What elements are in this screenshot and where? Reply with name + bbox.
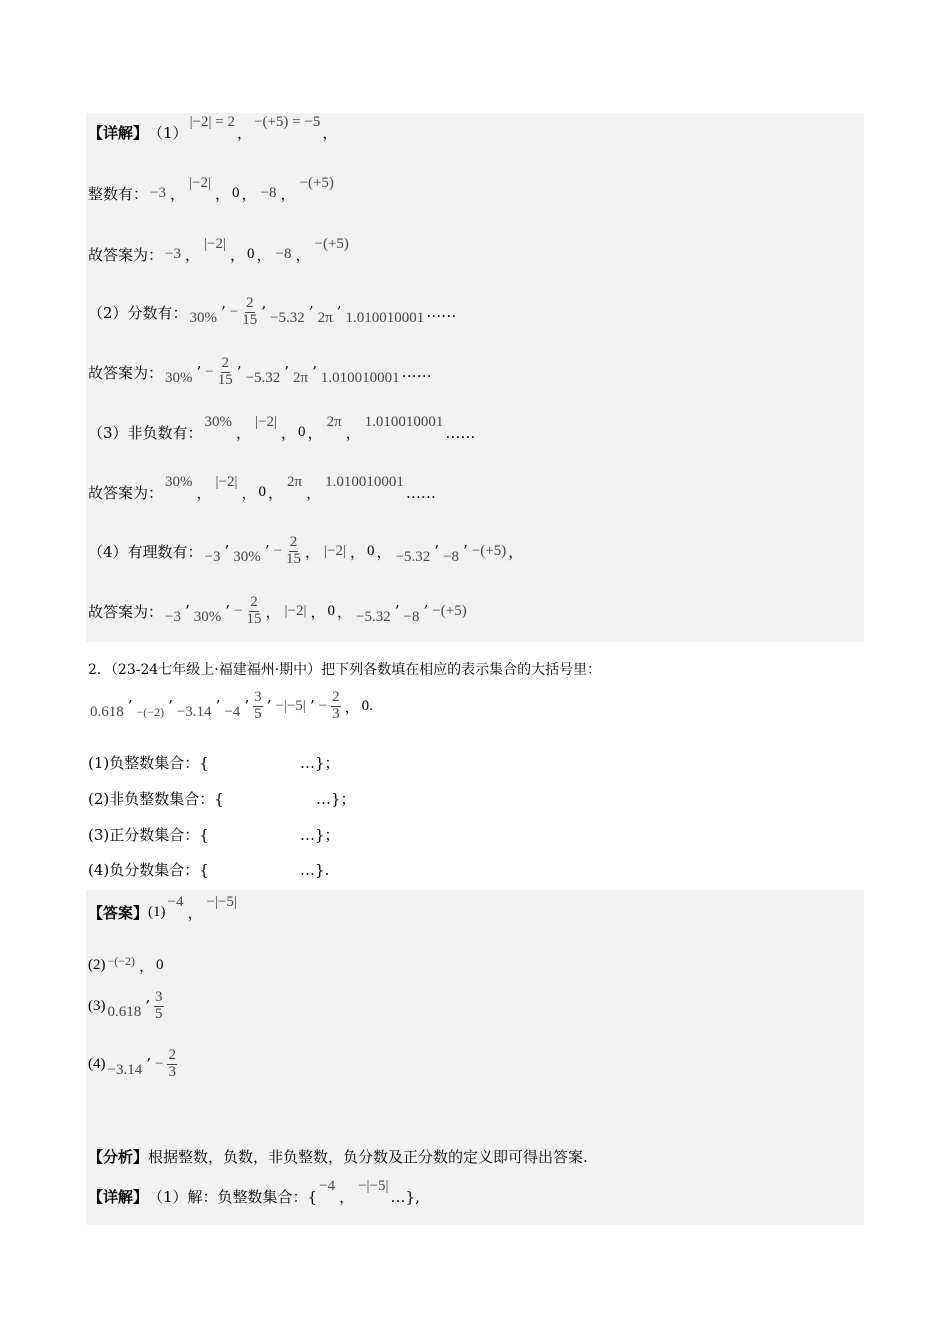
set-label: (4)负分数集合：{ (88, 861, 209, 879)
math-item: |−2| (255, 414, 278, 430)
detail-line-6: （3）非负数有： 30% ， |−2| ， 0 ， 2π ， 1.010010001 …… (88, 414, 476, 442)
detail-line-7: 故答案为： 30% ， |−2| ， 0 ， 2π ， 1.010010001 …… (88, 474, 436, 502)
math-item: 0 (231, 185, 240, 201)
answer-line-3: (3) 0.618 ’ $\frac{3}{5}$ (88, 989, 163, 1022)
detail-text: （1）解：负整数集合：{ (148, 1188, 318, 1206)
part-number: （1） (148, 124, 188, 142)
math-item: 30% (204, 414, 233, 430)
ellipsis: …… (445, 423, 476, 442)
math-item: −|−5| (358, 1178, 389, 1194)
analysis-text: 根据整数，负数，非负整数，负分数及正分数的定义即可得出答案. (148, 1148, 588, 1166)
fraction: $\frac{2}{15}$ (217, 355, 233, 388)
math-item: 1.010010001 (320, 369, 400, 386)
fraction: $\frac{2}{15}$ (242, 295, 258, 328)
fraction: $\frac{2}{3}$ (168, 1047, 176, 1080)
line-label: （2）分数有： (88, 303, 188, 322)
math-item: −5.32 (245, 369, 281, 386)
math-item: 0 (298, 424, 306, 440)
fraction: $\frac{3}{5}$ (254, 689, 262, 722)
set-label: (3)正分数集合：{ (88, 826, 209, 844)
math-item: −3 (204, 548, 221, 565)
minus-sign: − (318, 697, 328, 714)
fraction: $\frac{2}{3}$ (332, 689, 340, 722)
part-number: (3) (88, 997, 106, 1014)
ellipsis: …… (401, 363, 432, 382)
set-line-4 (88, 859, 329, 880)
math-item: |−2| (284, 602, 307, 619)
separator: ， (322, 124, 338, 142)
math-item: 0 (327, 602, 336, 619)
set-end: …}, (390, 1187, 420, 1206)
fraction: $\frac{2}{15}$ (246, 594, 262, 627)
math-item: 1.010010001 (345, 309, 425, 326)
math-item: −5.32 (395, 548, 431, 565)
detail-line-4: （2）分数有： 30% ’ − $\frac{2}{15}$ ’ −5.32 ’ 2π ’ 1.010010001 …… (88, 295, 457, 328)
math-item: 30% (165, 474, 193, 490)
math-item: −5.32 (356, 608, 391, 625)
line-label: 整数有： (88, 185, 149, 203)
set-label: (2)非负整数集合：{ (88, 790, 224, 808)
math-item: 2π (287, 474, 303, 490)
set-line-2 (88, 788, 356, 809)
analysis-tag: 【分析】 (88, 1148, 149, 1166)
math-item: −3.14 (176, 703, 212, 720)
math-item: −|−5| (206, 894, 237, 910)
line-label: （4）有理数有： (88, 542, 203, 561)
math-item: −(+5) (314, 236, 349, 252)
part-number: (1) (148, 904, 166, 920)
minus-sign: − (229, 303, 239, 320)
math-item: −8 (275, 246, 292, 262)
line-label: （3）非负数有： (88, 424, 203, 442)
math-item: −(+5) (471, 542, 507, 559)
answer-tag: 【答案】 (88, 904, 149, 922)
math-item: −4 (224, 703, 241, 720)
math-item: 30% (193, 608, 222, 625)
set-end: …}； (316, 790, 356, 808)
math-item: 1.010010001 (325, 474, 404, 490)
solution-box-2 (86, 890, 864, 1225)
detail-line-2: 整数有： −3 ， |−2| ， 0 ， −8 ， −(+5) (88, 175, 334, 203)
math-item: 30% (233, 548, 261, 565)
math-item: −(−2) (107, 954, 136, 968)
math-item: −(−2) (136, 704, 165, 719)
line-label: 故答案为： (88, 484, 164, 502)
answer-line-4: (4) −3.14 ’ − $\frac{2}{3}$ (88, 1047, 176, 1080)
math-item: −3 (150, 185, 166, 201)
math-item: 1.010010001 (364, 414, 444, 430)
detail-tag: 【详解】 (88, 124, 149, 142)
ellipsis: …… (405, 483, 436, 502)
math-item: −4 (167, 894, 184, 910)
math-item: 0 (246, 246, 255, 262)
math-item: 0 (156, 957, 164, 973)
math-item: −5.32 (270, 309, 305, 326)
line-label: 故答案为： (88, 602, 164, 621)
fraction: $\frac{3}{5}$ (155, 989, 163, 1022)
math-item: 0.618 (107, 1003, 142, 1020)
math-item: 30% (165, 369, 193, 386)
minus-sign: − (205, 363, 214, 380)
math-item: 2π (317, 309, 333, 326)
line-label: 故答案为： (88, 246, 164, 264)
math-item: |−2| (215, 474, 238, 490)
separator: ， (237, 124, 253, 142)
ellipsis: …… (426, 303, 457, 322)
math-item: −3 (165, 608, 181, 625)
detail-line-3: 故答案为： −3 ， |−2| ， 0 ， −8 ， −(+5) (88, 236, 349, 264)
detail-tag: 【详解】 (88, 1188, 149, 1206)
math-item: |−2| (324, 542, 347, 559)
math-item: −4 (319, 1178, 336, 1194)
math-item: 2π (326, 414, 342, 430)
math-expr: −(+5) = −5 (254, 114, 321, 130)
math-item: 0.618 (90, 703, 124, 720)
detail-line-q2: 【详解】 （1）解：负整数集合：{ −4 ， −|−5| …}, (88, 1178, 420, 1206)
period: . (369, 697, 373, 714)
set-line-3 (88, 824, 340, 845)
math-item: −8 (443, 548, 460, 565)
minus-sign: − (234, 602, 243, 619)
math-item: −|−5| (275, 697, 306, 714)
math-item: 0 (367, 542, 375, 559)
part-number: (4) (88, 1055, 106, 1072)
detail-line-5: 故答案为： 30% ’ − $\frac{2}{15}$ ’ −5.32 ’ 2π ’ 1.010010001 …… (88, 355, 432, 388)
fraction: $\frac{2}{15}$ (286, 534, 302, 567)
math-item: −8 (260, 185, 277, 201)
math-item: −3.14 (107, 1061, 143, 1078)
answer-line-1: 【答案】 (1) −4 ， −|−5| (88, 894, 237, 922)
math-item: 0 (361, 697, 370, 714)
math-item: −(+5) (299, 175, 334, 191)
question-2-numbers: 0.618 ’ −(−2) ’ −3.14 ’ −4 ’ $\frac{3}{5}$ ’ −|−5| ’ − $\frac{2}{3}$ ， 0 . (90, 689, 373, 722)
minus-sign: − (273, 542, 283, 559)
line-label: 故答案为： (88, 363, 164, 382)
detail-line-1 (88, 114, 338, 143)
detail-line-8: （4）有理数有： −3 ’ 30% ’ − $\frac{2}{15}$ ， |−2| ， 0 ， −5.32 ’ −8 ’ −(+5) ， (88, 534, 524, 567)
separator: ， (508, 542, 524, 561)
question-2-title: 2．（23-24七年级上·福建福州·期中）把下列各数填在相应的表示集合的大括号里： (88, 662, 602, 678)
math-item: −3 (165, 246, 181, 262)
set-end: …}. (300, 860, 330, 879)
math-item: 0 (258, 484, 267, 500)
math-item: |−2| (204, 236, 226, 252)
set-label: (1)负整数集合：{ (88, 754, 209, 772)
math-item: |−2| (189, 175, 211, 191)
set-line-1 (88, 752, 340, 773)
part-number: (2) (88, 957, 106, 973)
math-item: 30% (189, 309, 218, 326)
math-item: 2π (293, 369, 309, 386)
math-item: −8 (403, 608, 420, 625)
math-item: −(+5) (432, 602, 467, 619)
detail-line-9: 故答案为： −3 ’ 30% ’ − $\frac{2}{15}$ ， |−2| ， 0 ， −5.32 ’ −8 ’ −(+5) (88, 594, 467, 627)
math-expr: |−2| = 2 (189, 114, 235, 130)
set-end: …}； (300, 754, 340, 772)
minus-sign: − (155, 1055, 164, 1072)
answer-line-2: (2) −(−2) ， 0 (88, 954, 164, 975)
analysis-line (88, 1146, 588, 1167)
set-end: …}； (300, 826, 340, 844)
